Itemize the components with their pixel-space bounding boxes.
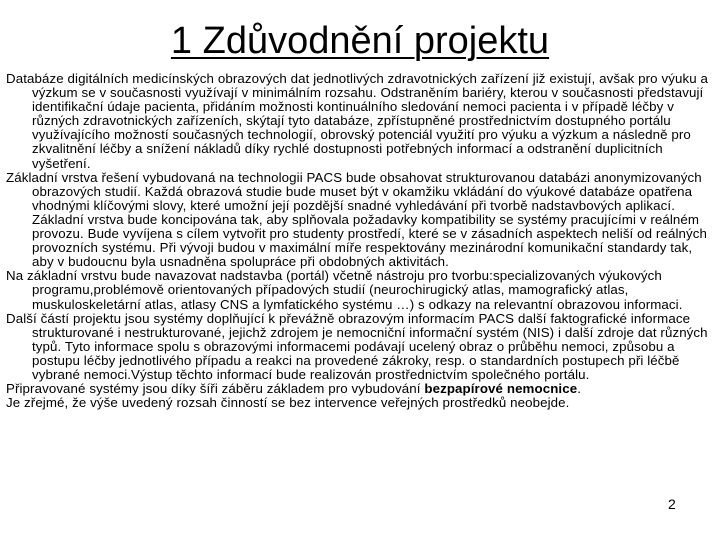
paperless-text-before: Připravované systémy jsou díky šíři záběru základem pro vybudování: [6, 381, 425, 397]
page-number: 2: [668, 496, 676, 512]
paragraph-base-layer: Základní vrstva řešení vybudovaná na technologii PACS bude obsahovat strukturovanou databázi anonymizovaných obrazových studií. Každá obrazová studie bude muset být v okamžiku vkládání do výukové databáze opatřena vhodnými klíčovými slovy, které umožní její pozdější snadné vyhledávání při tvorbě nadstavbových aplikací. Základní vrstva bude koncipována tak, aby splňovala požadavky kompatibility se systémy pracujícími v reálném provozu. Bude vyvíjena s cílem vytvořit pro studenty prostředí, které se v zásadních aspektech neliší od reálných provozních systému. Při vývoji budou v maximální míře respektovány mezinárodní komunikační standardy tak, aby v budoucnu byla usnadněna spolupráce při obdobných aktivitách.: [6, 169, 707, 270]
paperless-text-after: .: [577, 381, 582, 397]
paragraph-portal: Na základní vrstvu bude navazovat nadstavba (portál) včetně nástroju pro tvorbu:specializovaných výukových programu,problémově orientovaných případových studií (neurochirugický atlas, mamografický atlas, muskuloskeletární atlas, atlasy CNS a lymfatického systému …) s odkazy na relevantní obrazovou informaci.: [6, 268, 683, 312]
paragraph-paperless: [6, 382, 712, 396]
slide-body: [6, 72, 712, 410]
slide-title: 1 Zdůvodnění projektu: [170, 20, 550, 62]
paragraph-additional-systems: Další částí projektu jsou systémy doplňující k převážně obrazovým informacím PACS další faktografické informace strukturované i nestrukturované, jejichž zdrojem je nemocniční informační systém (NIS) i další zdroje dat různých typů. Tyto informace spolu s obrazovými informacemi podávají ucelený obraz o průběhu nemoci, způsobu a postupu léčby jednotlivého případu a reakci na provedené zákroky, resp. o standardních postupech při léčbě vybrané nemoci.Výstup těchto informací bude realizován prostřednictvím společného portálu.: [6, 310, 708, 382]
paragraph-rationale: Databáze digitálních medicínských obrazových dat jednotlivých zdravotnických zařízení již existují, avšak pro výuku a výzkum se v současnosti využívají v minimálním rozsahu. Odstraněním bariéry, kterou v současnosti představují identifikační údaje pacienta, přidáním možnosti kontinuálního sledování nemoci pacienta i v případě léčby v různých zdravotnických zařízeních, skýtají tyto databáze, zpřístupněné prostřednictvím dostupného portálu využívajícího možností současných technologií, obrovský potenciál využití pro výuku a výzkum a následně pro zkvalitnění léčby a snížení nákladů díky rychlé dostupnosti potřebných informací a odstranění duplicitních vyšetření.: [6, 71, 708, 171]
paperless-emphasis: bezpapírové nemocnice: [424, 381, 578, 397]
paragraph-public-funding: Je zřejmé, že výše uvedený rozsah činností se bez intervence veřejných prostředků neobejde.: [6, 395, 570, 411]
